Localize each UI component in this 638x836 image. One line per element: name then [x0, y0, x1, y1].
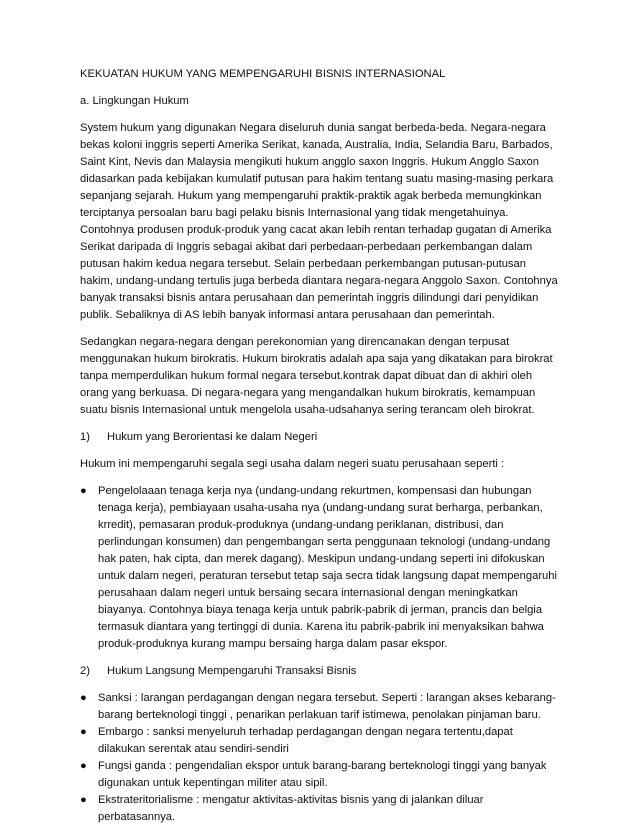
bullet-icon: ●	[80, 760, 87, 772]
document-body	[80, 66, 558, 836]
bullet-icon: ●	[80, 726, 87, 738]
bullet-icon: ●	[80, 692, 87, 704]
numbered-heading-1	[80, 429, 558, 446]
bullet-list-dalam-negeri	[80, 483, 558, 653]
list-item-text: Pengelolaaan tenaga kerja nya (undang-undang rekurtmen, kompensasi dan hubungan tenaga kerja), pembiayaan usaha-usaha nya (undang-undang surat berharga, perbankan, krredit), pemasaran produk-produknya (undang-undang periklanan, distribusi, dan perlindungan konsumen) dan pengembangan serta penggunaan teknologi (undang-undang hak paten, hak cipta, dan merek dagang). Meskipun undang-undang seperti ini difokuskan untuk dalam negeri, peraturan tersebut tetap saja secra tidak langsung dapat mempengaruhi perusahaan dalam negeri untuk bersaing secara internasional dengan meningkatkan biayanya. Contohnya biaya tenaga kerja untuk pabrik-pabrik di jerman, prancis dan belgia termasuk diantara yang tertinggi di dunia. Karena itu pabrik-pabrik ini menyaksikan bahwa produk-produknya kurang mampu bersaing harga dalam pasar ekspor.	[98, 485, 557, 650]
heading-number: 1)	[80, 431, 90, 443]
numbered-heading-2	[80, 663, 558, 680]
list-item	[80, 758, 558, 792]
paragraph-anglo-saxon: System hukum yang digunakan Negara diseluruh dunia sangat berbeda-beda. Negara-negara bekas koloni inggris seperti Amerika Serikat, kanada, Australia, India, Selandia Baru, Barbados, Saint Kint, Nevis dan Malaysia mengikuti hukum angglo saxon Inggris. Hukum Angglo Saxon didasarkan pada kebijakan kumulatif putusan para hakim tentang suatu masing-masing perkara sepanjang sejarah. Hukum yang mempengaruhi praktik-praktik agak berbeda memungkinkan terciptanya persoalan baru bagi pelaku bisnis Internasional yang tidak mengetahuinya. Contohnya produsen produk-produk yang cacat akan lebih rentan terhadap gugatan di Amerika Serikat daripada di Inggris sebagai akibat dari perbedaan-perbedaan perkembangan dalam putusan hakim kedua negara tersebut. Selain perbedaan perkembangan putusan-putusan hakim, undang-undang tertulis juga berbeda diantara negara-negara Anggolo Saxon. Contohnya banyak transaksi bisnis antara perusahaan dan pemerintah inggris dilindungi dari penyidikan publik. Sebaliknya di AS lebih banyak informasi antara perusahaan dan pemerintah.	[80, 122, 558, 321]
list-item-text: Fungsi ganda : pengendalian ekspor untuk barang-barang berteknologi tinggi yang banyak digunakan untuk kepentingan militer atau sipil.	[98, 760, 547, 789]
list-item-text: Ekstrateritorialisme : mengatur aktivitas-aktivitas bisnis yang di jalankan diluar perbatasannya.	[98, 794, 484, 823]
heading-number: 2)	[80, 665, 90, 677]
paragraph-dalam-negeri: Hukum ini mempengaruhi segala segi usaha dalam negeri suatu perusahaan seperti :	[80, 458, 505, 470]
list-item	[80, 690, 558, 724]
paragraph-birokratis: Sedangkan negara-negara dengan perekonomian yang direncanakan dengan terpusat menggunakan hukum birokratis. Hukum birokratis adalah apa saja yang dikatakan para birokrat tanpa memperdulikan hukum formal negara tersebut.kontrak dapat dibuat dan di akhiri oleh orang yang berkuasa. Di negara-negara yang mengandalkan hukum birokratis, kemampuan suatu bisnis Internasional untuk mengelola usaha-udsahanya sering terancam oleh birokrat.	[80, 336, 553, 416]
document-title: KEKUATAN HUKUM YANG MEMPENGARUHI BISNIS INTERNASIONAL	[80, 68, 446, 80]
bullet-icon: ●	[80, 485, 87, 497]
list-item-text: Sanksi : larangan perdagangan dengan negara tersebut. Seperti : larangan akses kebarang-barang berteknologi tinggi , penarikan perlakuan tarif istimewa, penolakan pinjaman baru.	[98, 692, 556, 721]
bullet-icon: ●	[80, 794, 87, 806]
list-item	[80, 483, 558, 653]
heading-text: Hukum Langsung Mempengaruhi Transaksi Bisnis	[107, 665, 357, 677]
bullet-list-transaksi	[80, 690, 558, 826]
list-item	[80, 792, 558, 826]
list-item-text: Embargo : sanksi menyeluruh terhadap perdagangan dengan negara tertentu,dapat dilakukan serentak atau sendiri-sendiri	[98, 726, 513, 755]
section-heading-lingkungan-hukum: a. Lingkungan Hukum	[80, 95, 189, 107]
heading-text: Hukum yang Berorientasi ke dalam Negeri	[107, 431, 318, 443]
list-item	[80, 724, 558, 758]
